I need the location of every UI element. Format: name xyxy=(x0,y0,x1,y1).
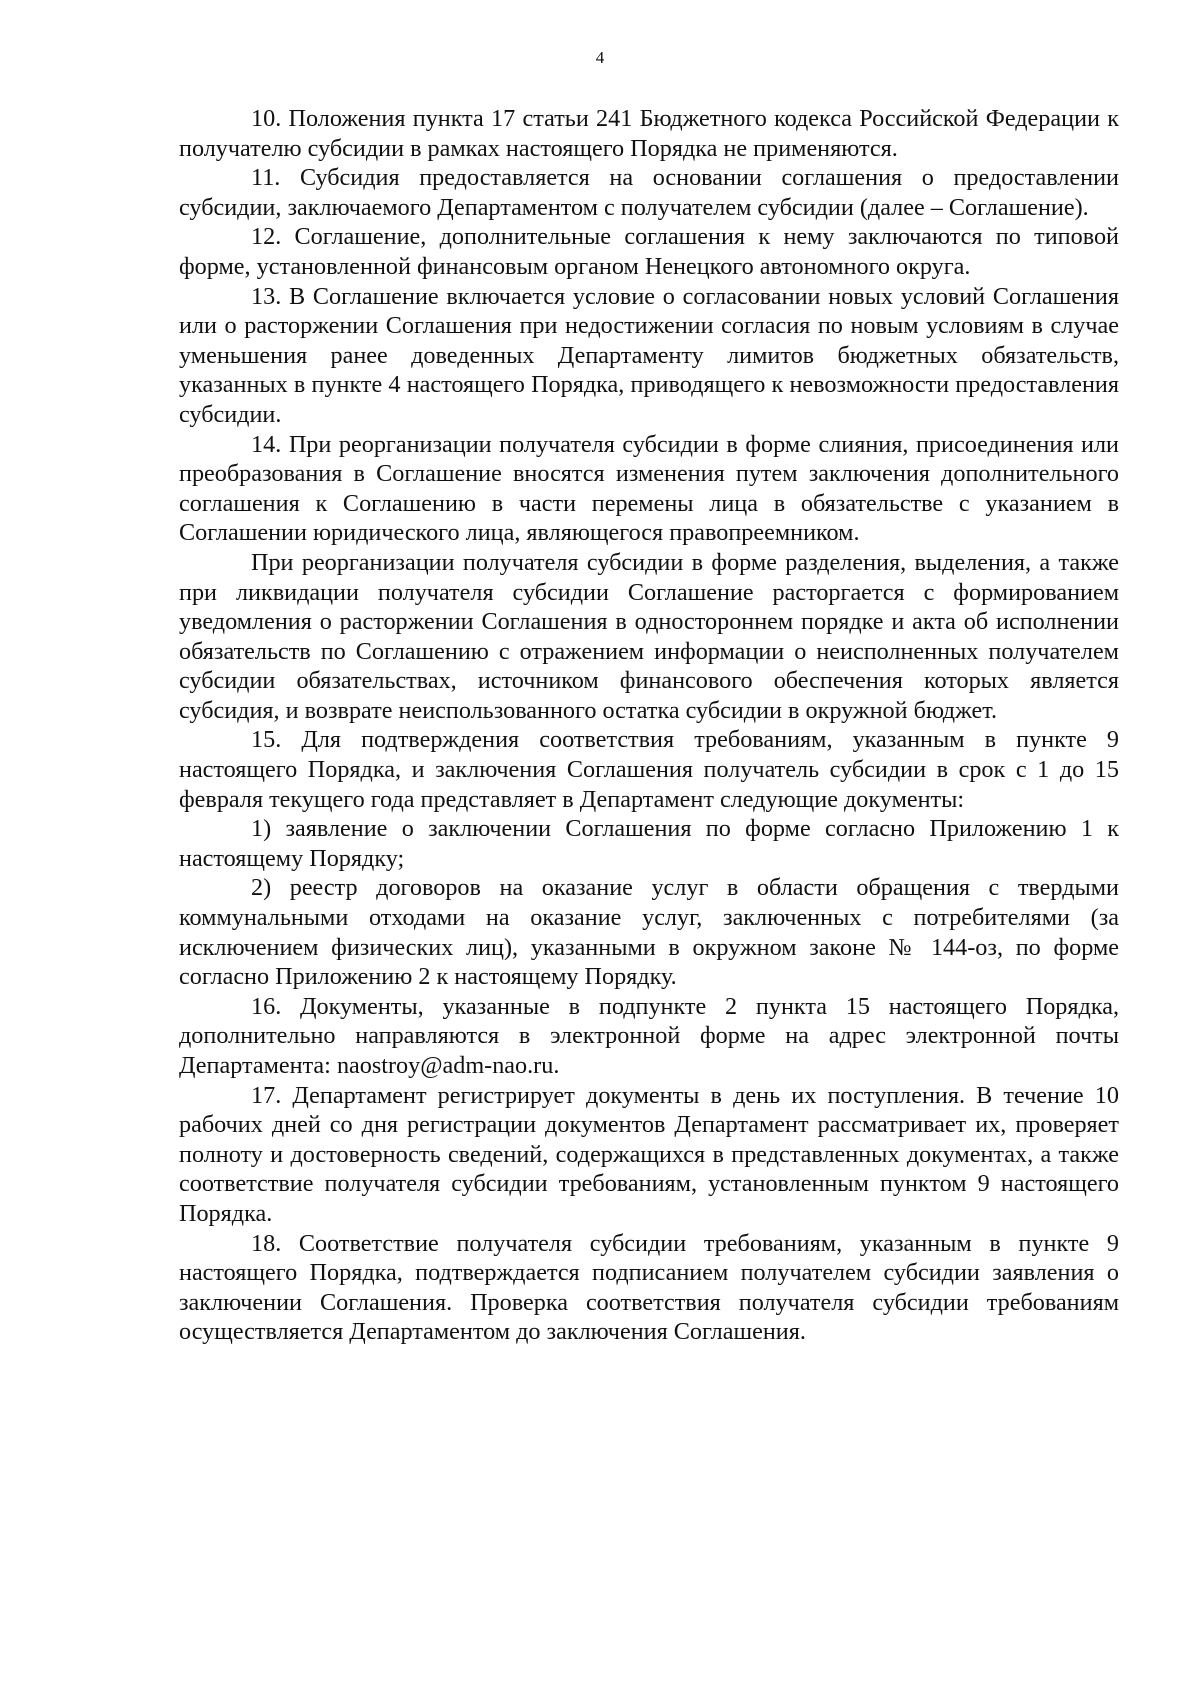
paragraph-15: 15. Для подтверждения соответствия требованиям, указанным в пункте 9 настоящего Порядка, и заключения Соглашения получатель субсидии в срок с 1 до 15 февраля текущего года представляет в Департамент следующие документы: xyxy=(179,726,1119,813)
paragraph-13: 13. В Соглашение включается условие о согласовании новых условий Соглашения или о расторжении Соглашения при недостижении согласия по новым условиям в случае уменьшения ранее доведенных Департаменту лимитов бюджетных обязательств, указанных в пункте 4 настоящего Порядка, приводящего к невозможности предоставления субсидии. xyxy=(179,282,1119,428)
paragraph-18: 18. Соответствие получателя субсидии требованиям, указанным в пункте 9 настоящего Порядка, подтверждается подписанием получателем субсидии заявления о заключении Соглашения. Проверка соответствия получателя субсидии требованиям осуществляется Департаментом до заключения Соглашения. xyxy=(179,1229,1119,1346)
paragraph-16: 16. Документы, указанные в подпункте 2 пункта 15 настоящего Порядка, дополнительно направляются в электронной форме на адрес электронной почты Департамента: naostroy@adm-nao.ru. xyxy=(179,992,1119,1079)
list-item-2: 2) реестр договоров на оказание услуг в области обращения с твердыми коммунальными отходами на оказание услуг, заключенных с потребителями (за исключением физических лиц), указанными в окружном законе № 144-оз, по форме согласно Приложению 2 к настоящему Порядку. xyxy=(179,874,1119,991)
paragraph-17: 17. Департамент регистрирует документы в день их поступления. В течение 10 рабочих дней со дня регистрации документов Департамент рассматривает их, проверяет полноту и достоверность сведений, содержащихся в представленных документах, а также соответствие получателя субсидии требованиям, установленным пунктом 9 настоящего Порядка. xyxy=(179,1081,1119,1227)
paragraph-14: 14. При реорганизации получателя субсидии в форме слияния, присоединения или преобразования в Соглашение вносятся изменения путем заключения дополнительного соглашения к Соглашению в части перемены лица в обязательстве с указанием в Соглашении юридического лица, являющегося правопреемником. xyxy=(179,430,1119,547)
list-item-1: 1) заявление о заключении Соглашения по форме согласно Приложению 1 к настоящему Порядку; xyxy=(179,815,1119,872)
paragraph-14-reorganization: При реорганизации получателя субсидии в форме разделения, выделения, а также при ликвидации получателя субсидии Соглашение расторгается с формированием уведомления о расторжении Соглашения в одностороннем порядке и акта об исполнении обязательств по Соглашению с отражением информации о неисполненных получателем субсидии обязательствах, источником финансового обеспечения которых является субсидия, и возврате неиспользованного остатка субсидии в окружной бюджет. xyxy=(179,548,1119,724)
paragraph-11: 11. Субсидия предоставляется на основании соглашения о предоставлении субсидии, заключаемого Департаментом с получателем субсидии (далее – Соглашение). xyxy=(179,164,1119,221)
page-number: 4 xyxy=(595,48,605,67)
document-body xyxy=(179,104,1119,1347)
paragraph-12: 12. Соглашение, дополнительные соглашения к нему заключаются по типовой форме, установленной финансовым органом Ненецкого автономного округа. xyxy=(179,223,1119,280)
paragraph-10: 10. Положения пункта 17 статьи 241 Бюджетного кодекса Российской Федерации к получателю субсидии в рамках настоящего Порядка не применяются. xyxy=(179,105,1119,162)
